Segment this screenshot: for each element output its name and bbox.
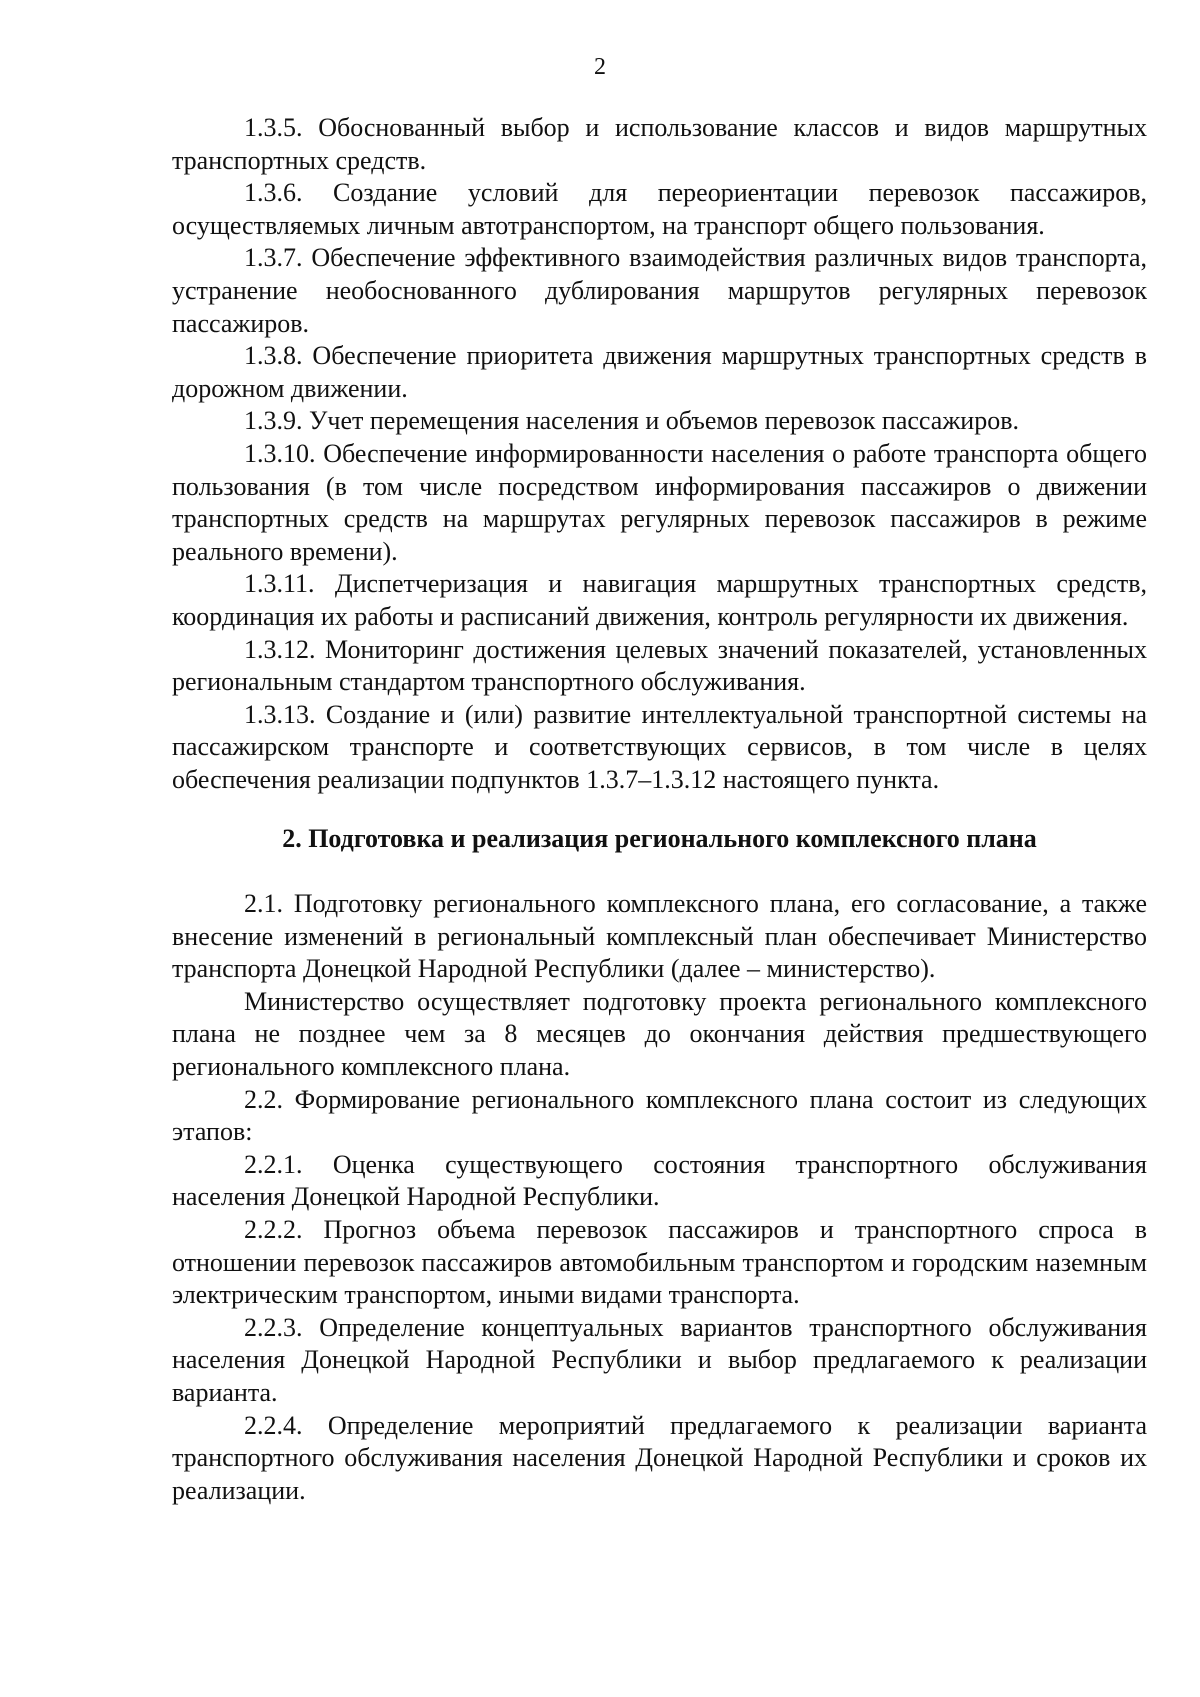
paragraph-1-3-12: 1.3.12. Мониторинг достижения целевых значений показателей, установленных региональным стандартом транспортного обслуживания. [172,634,1147,697]
paragraph-2-2: 2.2. Формирование регионального комплексного плана состоит из следующих этапов: [172,1084,1147,1147]
paragraph-2-2-3: 2.2.3. Определение концептуальных вариантов транспортного обслуживания населения Донецкой Народной Республики и выбор предлагаемого к реализации варианта. [172,1312,1147,1407]
paragraph-1-3-6: 1.3.6. Создание условий для переориентации перевозок пассажиров, осуществляемых личным автотранспортом, на транспорт общего пользования. [172,178,1147,240]
paragraph-1-3-10: 1.3.10. Обеспечение информированности населения о работе транспорта общего пользования (в том числе посредством информирования пассажиров о движении транспортных средств на маршрутах регулярных перевозок пассажиров в режиме реального времени). [172,438,1147,566]
paragraph-1-3-5: 1.3.5. Обоснованный выбор и использование классов и видов маршрутных транспортных средств. [172,113,1147,175]
paragraph-2-2-4: 2.2.4. Определение мероприятий предлагаемого к реализации варианта транспортного обслуживания населения Донецкой Народной Республики и сроков их реализации. [172,1410,1147,1505]
paragraph-1-3-13: 1.3.13. Создание и (или) развитие интеллектуальной транспортной системы на пассажирском транспорте и соответствующих сервисов, в том числе в целях обеспечения реализации подпунктов 1.3.7–1.3.12 настоящего пункта. [172,699,1147,794]
paragraph-1-3-11: 1.3.11. Диспетчеризация и навигация маршрутных транспортных средств, координация их работы и расписаний движения, контроль регулярности их движения. [172,569,1147,631]
paragraph-2-2-1: 2.2.1. Оценка существующего состояния транспортного обслуживания населения Донецкой Народной Республики. [172,1149,1147,1212]
page-number: 2 [594,54,606,80]
paragraph-2-2-2: 2.2.2. Прогноз объема перевозок пассажиров и транспортного спроса в отношении перевозок пассажиров автомобильным транспортом и городским наземным электрическим транспортом, иными видами транспорта. [172,1215,1147,1310]
paragraph-1-3-7: 1.3.7. Обеспечение эффективного взаимодействия различных видов транспорта, устранение необоснованного дублирования маршрутов регулярных перевозок пассажиров. [172,243,1147,338]
section-heading: 2. Подготовка и реализация регионального комплексного плана [282,824,1037,854]
paragraph-1-3-9: 1.3.9. Учет перемещения населения и объемов перевозок пассажиров. [244,406,1019,436]
paragraph-2-1-continued: Министерство осуществляет подготовку проекта регионального комплексного плана не позднее чем за 8 месяцев до окончания действия предшествующего регионального комплексного плана. [172,986,1147,1082]
document-body [172,112,1147,1507]
paragraph-2-1: 2.1. Подготовку регионального комплексного плана, его согласование, а также внесение изменений в региональный комплексный план обеспечивает Министерство транспорта Донецкой Народной Республики (далее – министерство). [172,889,1147,984]
paragraph-1-3-8: 1.3.8. Обеспечение приоритета движения маршрутных транспортных средств в дорожном движении. [172,341,1147,403]
